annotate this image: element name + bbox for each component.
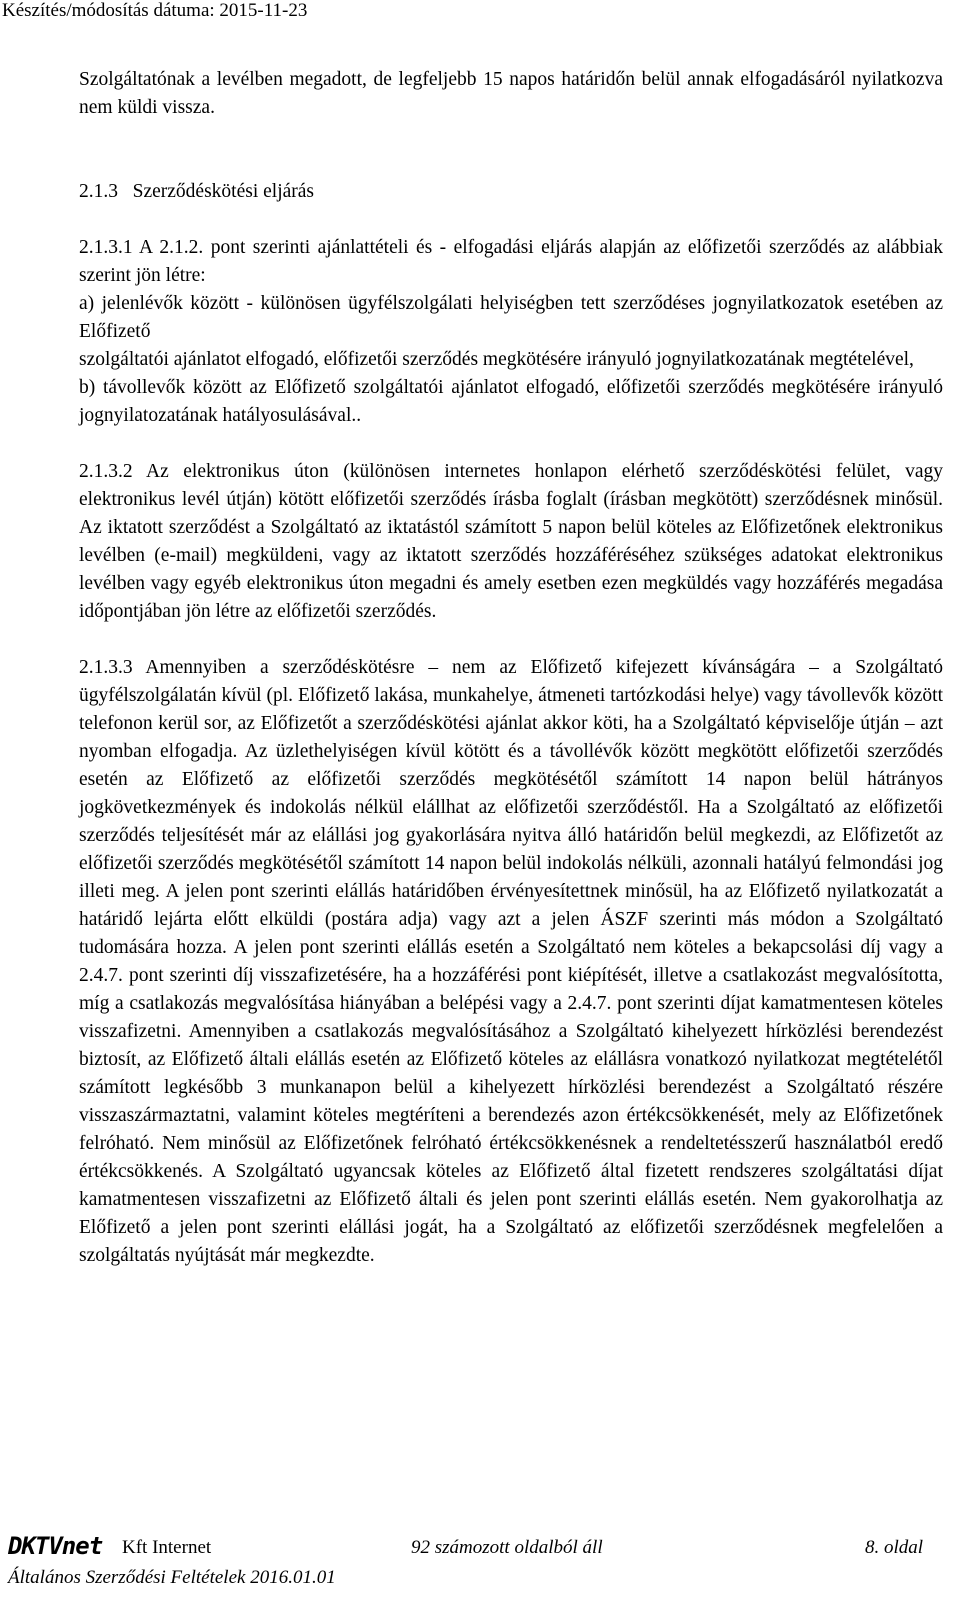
document-title: Általános Szerződési Feltételek 2016.01.01: [8, 1567, 336, 1588]
paragraph-2-1-3-3: 2.1.3.3 Amennyiben a szerződéskötésre – nem az Előfizető kifejezett kívánságára – a Szolgáltató ügyfélszolgálatán kívül (pl. Előfizető lakása, munkahelye, átmeneti tartózkodási helye) vagy távollevők között telefonon kerül sor, az Előfizetőt a szerződéskötési ajánlat akkor köti, ha a Szolgáltató képviselője útján – azt nyomban elfogadja. Az üzlethelyiségen kívül kötött és a távollévők között megkötött előfizetői szerződés esetén az Előfizető az előfizetői szerződés megkötésétől számított 14 napon belül hátrányos jogkövetkezmények és indokolás nélkül elállhat az előfizetői szerződéstől. Ha a Szolgáltató az előfizetői szerződés teljesítését már az elállási jog gyakorlására nyitva álló határidőn belül megkezdi, az Előfizetőt az előfizetői szerződés megkötésétől számított 14 napon belül indokolás nélküli, azonnali hatályú felmondási jog illeti meg. A jelen pont szerinti elállás határidőben érvényesítettnek minősül, ha az Előfizető nyilatkozatát a határidő lejárta előtt elküldi (postára adja) vagy azt a jelen ÁSZF szerinti más módon a Szolgáltató tudomására hozza. A jelen pont szerinti elállás esetén a Szolgáltató nem köteles a bekapcsolási díj vagy a 2.4.7. pont szerinti díj visszafizetésére, ha a hozzáférési pont kiépítését, illetve a csatlakozást megvalósította, míg a csatlakozás megvalósítása hiányában a belépési vagy a 2.4.7. pont szerinti díjat kamatmentesen köteles visszafizetni. Amennyiben a csatlakozás megvalósításához a Szolgáltató kihelyezett hírközlési berendezést biztosít, az Előfizető általi elállás esetén az Előfizető köteles az elállásra vonatkozó nyilatkozat megtételétől számított legkésőbb 3 munkanapon belül a kihelyezett hírközlési berendezést a Szolgáltató részére visszaszármaztatni, valamint köteles megtéríteni a berendezés azon értékcsökkenését, mely az Előfizetőnek felróható. Nem minősül az Előfizetőnek felróható értékcsökkenésnek a rendeltetésszerű használatból eredő értékcsökkenés. A Szolgáltató ugyancsak köteles az Előfizető által fizetett rendszeres szolgáltatási díjat kamatmentesen visszafizetni az Előfizető általi és jelen pont szerinti elállás esetén. Nem gyakorolhatja az Előfizető a jelen pont szerinti elállási jogát, ha a Szolgáltató az előfizetői szerződésnek megfelelően a szolgáltatás nyújtását már megkezdte.: [79, 657, 943, 1266]
paragraph-item-a-cont: szolgáltatói ajánlatot elfogadó, előfizetői szerződés megkötésére irányuló jognyilatkozatának megtételével,: [79, 349, 914, 370]
paragraph-2-1-3-2: 2.1.3.2 Az elektronikus úton (különösen internetes honlapon elérhető szerződéskötési felület, vagy elektronikus levél útján) kötött előfizetői szerződés írásba foglalt (írásban megkötött) szerződésnek minősül. Az iktatott szerződést a Szolgáltató az iktatástól számított 5 napon belül köteles az Előfizetőnek elektronikus levélben (e-mail) megküldeni, vagy az iktatott szerződés hozzáféréséhez szükséges adatokat elektronikus levélben vagy egyéb elektronikus úton megadni és amely esetben ezen megküldés vagy hozzáférés megadása időpontjában jön létre az előfizetői szerződés.: [79, 461, 943, 622]
page-count: 92 számozott oldalból áll: [411, 1537, 603, 1558]
paragraph-continuation: Szolgáltatónak a levélben megadott, de legfeljebb 15 napos határidőn belül annak elfogadásáról nyilatkozva nem küldi vissza.: [79, 69, 943, 118]
page-number: 8. oldal: [865, 1537, 924, 1558]
paragraph-item-b: b) távollevők között az Előfizető szolgáltatói ajánlatot elfogadó, előfizetői szerződés megkötésére irányuló jognyilatozatának hatályosulásával..: [79, 377, 943, 426]
dktvnet-logo: DKTVnet: [8, 1532, 103, 1560]
company-name: Kft Internet: [122, 1537, 212, 1558]
creation-date-header: Készítés/módosítás dátuma: 2015-11-23: [2, 0, 308, 21]
section-heading-2-1-3: 2.1.3 Szerződéskötési eljárás: [79, 181, 315, 202]
document-body: [79, 66, 943, 1270]
paragraph-item-a: a) jelenlévők között - különösen ügyfélszolgálati helyiségben tett szerződéses jognyilatkozatok esetében az Előfizető: [79, 293, 943, 342]
paragraph-2-1-3-1: 2.1.3.1 A 2.1.2. pont szerinti ajánlattételi és - elfogadási eljárás alapján az előfizetői szerződés az alábbiak szerint jön létre:: [79, 237, 943, 286]
